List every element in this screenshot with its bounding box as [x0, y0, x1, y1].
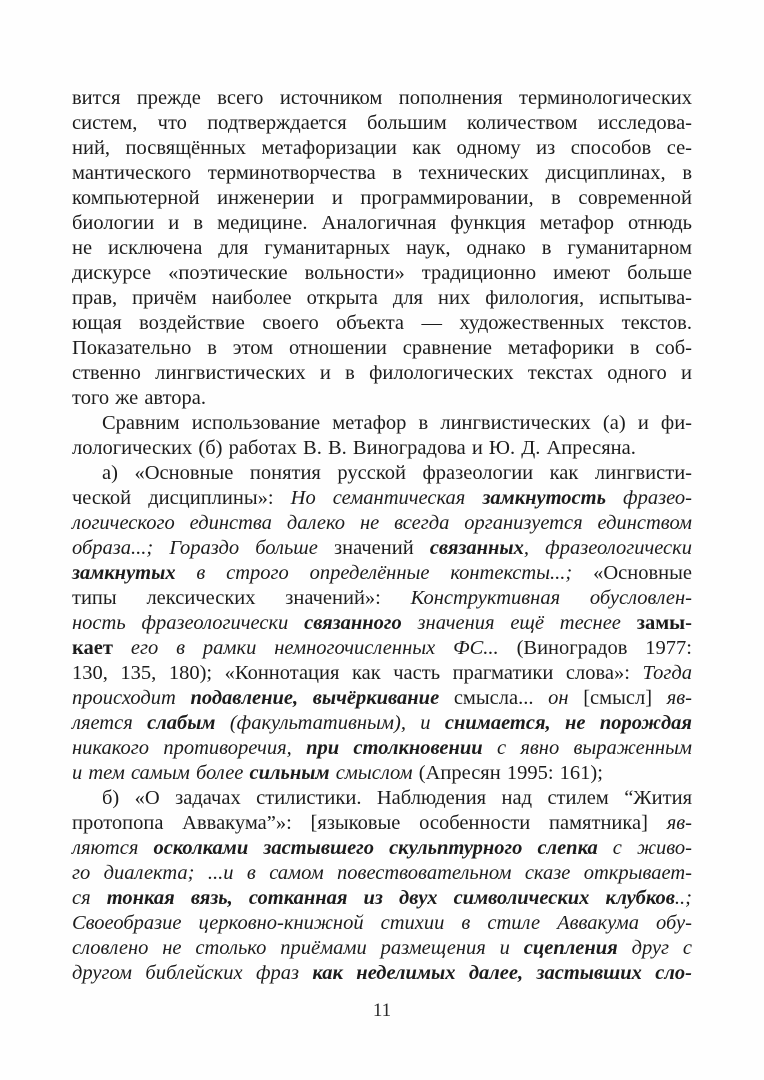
paragraph	[72, 411, 692, 461]
text-line	[72, 711, 692, 736]
text-run: осколками застывшего скульптурного слепка	[153, 837, 613, 859]
text-line	[72, 236, 692, 261]
text-run: Своеобразие церковно-книжной стихии в стиле Аввакума обу-	[72, 912, 692, 934]
text-run: лологических (б) работах В. В. Виноградова и Ю. Д. Апресяна.	[72, 437, 636, 459]
text-run: ..;	[674, 887, 692, 909]
text-line	[72, 686, 692, 711]
text-run: слабым	[147, 712, 230, 734]
text-run: никакого противоречия,	[72, 737, 307, 759]
text-run: тонкая вязь, сотканная из двух символических клубков	[106, 887, 675, 909]
text-run: смыслом	[335, 762, 419, 784]
text-run: друг с	[631, 937, 692, 959]
text-run: 130, 135, 180); «Коннотация как часть прагматики слова»:	[72, 662, 643, 684]
text-run: [смысл]	[583, 687, 667, 709]
text-line	[72, 86, 692, 111]
text-run: го диалекта; ...и в самом повествовательном сказе открывает-	[72, 862, 692, 884]
text-run: биологии и в медицине. Аналогичная функция метафор отнюдь	[72, 212, 692, 234]
text-line	[72, 886, 692, 911]
text-run: значений	[334, 537, 430, 559]
text-run: типы лексических значений»:	[72, 587, 411, 609]
text-run: связанных	[429, 537, 524, 559]
text-run: дискурсе «поэтические вольности» традиционно имеют больше	[72, 262, 692, 284]
text-run: не исключена для гуманитарных наук, однако в гуманитарном	[72, 237, 692, 259]
text-line	[72, 861, 692, 886]
text-run: сцепления	[523, 937, 632, 959]
text-run: замкнутых	[72, 562, 197, 584]
text-line	[72, 386, 692, 411]
text-run: он	[548, 687, 584, 709]
text-run: с явно выраженным	[496, 737, 692, 759]
text-run: яв-	[666, 812, 692, 834]
text-run: смысла...	[453, 687, 549, 709]
text-run: образа...; Гораздо больше	[72, 537, 334, 559]
page-number: 11	[372, 1000, 392, 1021]
text-line	[72, 736, 692, 761]
text-run: а) «Основные понятия русской фразеологии как лингвисти-	[102, 462, 692, 484]
text-line	[72, 136, 692, 161]
text-run: подавление, вычёркивание	[190, 687, 454, 709]
text-line	[72, 411, 692, 436]
text-run: компьютерной инженерии и программировании, в современной	[72, 187, 692, 209]
text-run: ляется	[72, 712, 148, 734]
text-line	[72, 911, 692, 936]
text-run: связанного	[304, 612, 418, 634]
body-text	[72, 86, 692, 986]
text-run: ность фразеологически	[72, 612, 305, 634]
text-run: как неделимых далее, застывших сло-	[312, 962, 692, 984]
text-line	[72, 511, 692, 536]
text-run: Сравним использование метафор в лингвистических (а) и фи-	[102, 412, 692, 434]
text-line	[72, 261, 692, 286]
text-line	[72, 211, 692, 236]
text-run: ляются	[72, 837, 154, 859]
text-run: фразео-	[623, 487, 692, 509]
text-run: Тогда	[642, 662, 692, 684]
text-run: Конструктивная обусловлен-	[410, 587, 692, 609]
text-line	[72, 586, 692, 611]
text-run: ющая воздействие своего объекта — художественных текстов.	[72, 312, 692, 334]
text-line	[72, 361, 692, 386]
text-line	[72, 661, 692, 686]
text-line	[72, 936, 692, 961]
text-run: сильным	[249, 762, 336, 784]
text-line	[72, 111, 692, 136]
text-line	[72, 836, 692, 861]
text-line	[72, 611, 692, 636]
text-run: и тем самым более	[72, 762, 250, 784]
text-run: в строго определённые контексты...;	[196, 562, 594, 584]
text-line	[72, 436, 692, 461]
text-line	[72, 961, 692, 986]
text-line	[72, 811, 692, 836]
text-line	[72, 286, 692, 311]
text-run: кает	[72, 637, 131, 659]
text-line	[72, 486, 692, 511]
text-run: замкнутость	[482, 487, 624, 509]
text-run: Показательно в этом отношении сравнение метафорики в соб-	[72, 337, 692, 359]
text-line	[72, 336, 692, 361]
text-run: (факультативным), и	[229, 712, 445, 734]
text-run: его в рамки немногочисленных ФС...	[130, 637, 517, 659]
text-run: другом библейских фраз	[72, 962, 313, 984]
text-run: систем, что подтверждается большим количеством исследова-	[72, 112, 692, 134]
text-line	[72, 786, 692, 811]
text-run: (Апресян 1995: 161);	[418, 762, 603, 784]
text-line	[72, 461, 692, 486]
text-run: происходит	[72, 687, 191, 709]
text-run: значения ещё теснее	[417, 612, 637, 634]
text-line	[72, 311, 692, 336]
text-run: , фразеологически	[523, 537, 693, 559]
text-run: словлено не столько приёмами размещения и	[72, 937, 524, 959]
text-line	[72, 186, 692, 211]
text-run: ственно лингвистических и в филологических текстах одного и	[72, 362, 692, 384]
text-run: с живо-	[612, 837, 693, 859]
text-line	[72, 536, 692, 561]
text-run: ний, посвящённых метафоризации как одному из способов се-	[72, 137, 692, 159]
text-run: протопопа Аввакума”»: [языковые особенности памятника]	[72, 812, 667, 834]
text-run: «Основные	[593, 562, 692, 584]
text-line	[72, 761, 692, 786]
text-run: логического единства далеко не всегда организуется единством	[72, 512, 692, 534]
text-run: снимается, не порождая	[444, 712, 692, 734]
text-line	[72, 561, 692, 586]
text-run: мантического терминотворчества в технических дисциплинах, в	[72, 162, 692, 184]
text-run: прав, причём наиболее открыта для них филология, испытыва-	[72, 287, 692, 309]
text-run: при столкновении	[306, 737, 497, 759]
paragraph	[72, 461, 692, 786]
text-run: вится прежде всего источником пополнения терминологических	[72, 87, 692, 109]
text-line	[72, 636, 692, 661]
paragraph	[72, 86, 692, 411]
text-run: ся	[72, 887, 107, 909]
paragraph	[72, 786, 692, 986]
text-run: яв-	[666, 687, 692, 709]
text-run: Но семантическая	[290, 487, 483, 509]
text-run: (Виноградов 1977:	[516, 637, 692, 659]
text-line	[72, 161, 692, 186]
text-run: ческой дисциплины»:	[72, 487, 291, 509]
text-run: б) «О задачах стилистики. Наблюдения над стилем “Жития	[102, 787, 692, 809]
text-run: замы-	[636, 612, 692, 634]
text-run: того же автора.	[72, 387, 207, 409]
